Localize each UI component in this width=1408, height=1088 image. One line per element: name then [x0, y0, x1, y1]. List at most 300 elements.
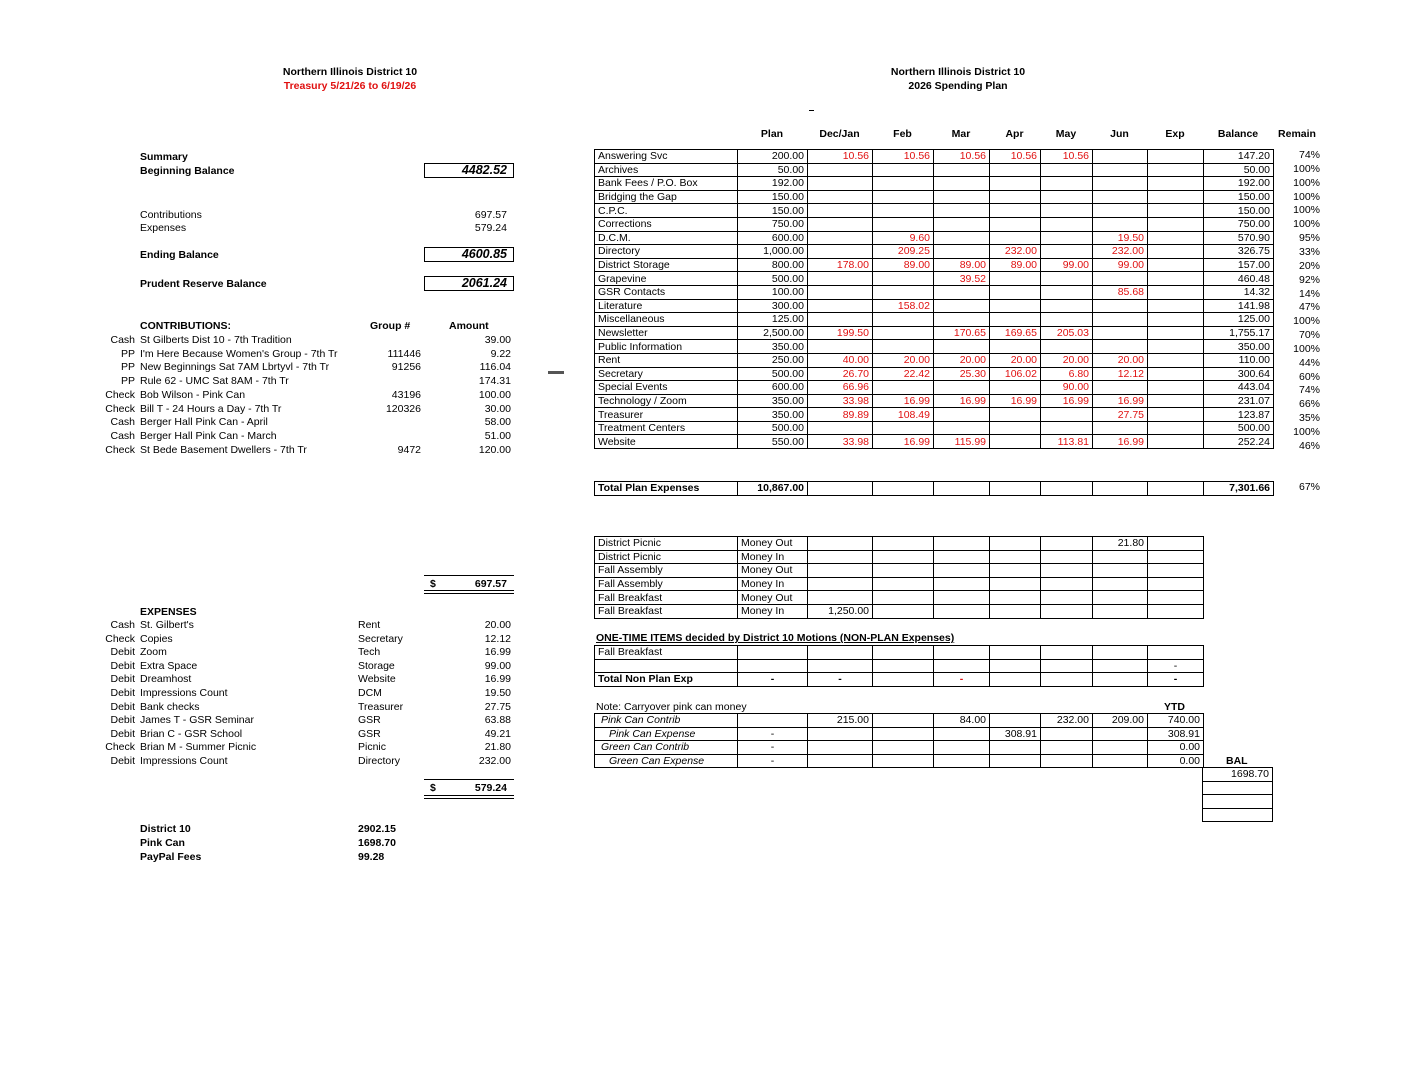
can-month-value [1041, 727, 1093, 741]
month-value [808, 163, 873, 177]
contrib-group: 91256 [391, 361, 421, 374]
expense-amount: 63.88 [484, 714, 511, 727]
month-value [1148, 190, 1204, 204]
column-header: Jun [1110, 128, 1129, 140]
remain-value: 47% [1298, 301, 1320, 314]
balance-value: 150.00 [1204, 204, 1274, 218]
month-value [934, 204, 990, 218]
balance-value: 157.00 [1204, 258, 1274, 272]
month-value: 16.99 [1041, 394, 1093, 408]
month-value: 9.60 [873, 231, 934, 245]
remain-value: 100% [1293, 190, 1320, 203]
plan-item-name: Bridging the Gap [595, 190, 738, 204]
event-month-value [1041, 577, 1093, 591]
balance-value: 570.90 [1204, 231, 1274, 245]
plan-item-name: Directory [595, 245, 738, 259]
right-subtitle: 2026 Spending Plan [908, 80, 1008, 92]
month-value [1148, 326, 1204, 340]
can-month-value [990, 754, 1041, 768]
month-value: 232.00 [990, 245, 1041, 259]
month-value [1093, 340, 1148, 354]
expense-type: Cash [110, 619, 135, 631]
onetime-month-value [934, 646, 990, 660]
plan-item-name: GSR Contacts [595, 285, 738, 299]
plan-row [595, 353, 1274, 367]
event-month-value [934, 604, 990, 618]
plan-amount: 350.00 [738, 408, 808, 422]
prudent-reserve-value: 2061.24 [424, 276, 514, 291]
event-month-value [1148, 564, 1204, 578]
month-value [1148, 285, 1204, 299]
plan-item-name: Corrections [595, 217, 738, 231]
onetime-month-value [990, 646, 1041, 660]
month-value [1148, 177, 1204, 191]
group-header: Group # [370, 320, 411, 332]
expense-type: Debit [110, 700, 135, 713]
month-value: 85.68 [1093, 285, 1148, 299]
can-month-value [1093, 754, 1148, 768]
event-month-value [990, 550, 1041, 564]
plan-amount: 300.00 [738, 299, 808, 313]
month-value [934, 381, 990, 395]
plan-amount: 50.00 [738, 163, 808, 177]
can-month-value [934, 754, 990, 768]
balance-value: 147.20 [1204, 150, 1274, 164]
amount-header: Amount [449, 320, 489, 332]
contrib-desc: Rule 62 - UMC Sat 8AM - 7th Tr [140, 375, 289, 388]
event-month-value [1148, 550, 1204, 564]
remain-value: 100% [1293, 162, 1320, 175]
plan-amount: 800.00 [738, 258, 808, 272]
contrib-type: PP [120, 375, 135, 388]
plan-row [595, 217, 1274, 231]
event-month-value [1093, 604, 1148, 618]
contrib-amount: 120.00 [478, 443, 511, 456]
month-value [934, 245, 990, 259]
column-header: Apr [1005, 128, 1024, 140]
onetime-name [595, 659, 738, 673]
event-name: Fall Assembly [595, 564, 738, 578]
plan-item-name: Secretary [595, 367, 738, 381]
remain-value: 100% [1293, 204, 1320, 217]
contributions-label: Contributions [140, 209, 202, 221]
month-value [990, 231, 1041, 245]
plan-row [595, 177, 1274, 191]
month-value: 10.56 [873, 150, 934, 164]
expense-amount: 12.12 [484, 632, 511, 645]
event-month-value [1041, 591, 1093, 605]
bottom-value: 2902.15 [358, 823, 396, 835]
month-value: 89.89 [808, 408, 873, 422]
month-value [1093, 421, 1148, 435]
contrib-group: 9472 [397, 443, 421, 456]
plan-item-name: Newsletter [595, 326, 738, 340]
plan-item-name: Public Information [595, 340, 738, 354]
plan-item-name: Treasurer [595, 408, 738, 422]
nonplan-total-label: Total Non Plan Exp [595, 673, 738, 687]
month-value [934, 285, 990, 299]
event-month-value [1093, 577, 1148, 591]
remain-value: 100% [1293, 426, 1320, 438]
event-month-value [990, 564, 1041, 578]
can-month-value [873, 741, 934, 755]
month-value [934, 217, 990, 231]
plan-row [595, 326, 1274, 340]
plan-item-name: D.C.M. [595, 231, 738, 245]
expense-amount: 232.00 [478, 755, 511, 767]
event-month-value [990, 604, 1041, 618]
total-empty-cell [934, 482, 990, 496]
can-month-value [934, 741, 990, 755]
month-value [1041, 245, 1093, 259]
total-balance: 7,301.66 [1204, 482, 1274, 496]
month-value [1041, 177, 1093, 191]
month-value [934, 299, 990, 313]
event-month-value [1093, 564, 1148, 578]
can-name: Green Can Expense [595, 754, 738, 768]
event-month-value [808, 591, 873, 605]
month-value [873, 177, 934, 191]
can-month-value: 232.00 [1041, 714, 1093, 728]
plan-amount: 100.00 [738, 285, 808, 299]
month-value [1041, 421, 1093, 435]
month-value [808, 272, 873, 286]
event-month-value [934, 591, 990, 605]
month-value [1148, 204, 1204, 218]
onetime-plan [738, 646, 808, 660]
can-plan [738, 714, 808, 728]
month-value: 33.98 [808, 394, 873, 408]
month-value [873, 381, 934, 395]
remain-value: 92% [1298, 273, 1320, 286]
month-value [873, 326, 934, 340]
can-month-value: 308.91 [990, 727, 1041, 741]
can-month-value: 308.91 [1148, 727, 1204, 741]
can-month-value [1093, 741, 1148, 755]
carryover-note: Note: Carryover pink can money [596, 701, 747, 713]
contrib-desc: I'm Here Because Women's Group - 7th Tr [140, 347, 338, 360]
balance-value: 443.04 [1204, 381, 1274, 395]
expense-category: GSR [358, 727, 381, 740]
remain-value: 60% [1298, 370, 1320, 383]
expense-amount: 99.00 [484, 659, 511, 672]
expense-desc: Brian C - GSR School [140, 727, 243, 740]
event-name: Fall Breakfast [595, 591, 738, 605]
plan-item-name: Bank Fees / P.O. Box [595, 177, 738, 191]
plan-amount: 750.00 [738, 217, 808, 231]
expense-amount: 27.75 [484, 700, 511, 713]
expenses-label: Expenses [140, 222, 187, 234]
event-month-value: 1,250.00 [808, 604, 873, 618]
bottom-label: District 10 [140, 823, 191, 835]
expense-desc: Impressions Count [140, 687, 228, 699]
expense-amount: 16.99 [484, 673, 511, 686]
month-value: 25.30 [934, 367, 990, 381]
month-value [873, 163, 934, 177]
plan-amount: 150.00 [738, 204, 808, 218]
month-value [1148, 150, 1204, 164]
contrib-type: PP [120, 361, 135, 374]
contrib-total-sign: $ [430, 578, 436, 590]
month-value: 22.42 [873, 367, 934, 381]
month-value [1093, 381, 1148, 395]
expense-type: Debit [110, 687, 135, 699]
month-value [1041, 190, 1093, 204]
remain-value: 44% [1298, 356, 1320, 369]
separator-dash [548, 371, 564, 374]
event-month-value [1148, 577, 1204, 591]
month-value [1148, 231, 1204, 245]
remain-value: 66% [1298, 398, 1320, 411]
month-value [990, 204, 1041, 218]
total-plan: 10,867.00 [738, 482, 808, 496]
onetime-month-value [934, 659, 990, 673]
total-empty-cell [1041, 482, 1093, 496]
month-value [1148, 340, 1204, 354]
expense-desc: Impressions Count [140, 755, 228, 767]
plan-item-name: Archives [595, 163, 738, 177]
plan-row [595, 340, 1274, 354]
can-month-value: 209.00 [1093, 714, 1148, 728]
contrib-total: 697.57 [474, 578, 507, 590]
expense-desc: Brian M - Summer Picnic [140, 741, 257, 754]
month-value [990, 381, 1041, 395]
contrib-desc: Berger Hall Pink Can - March [140, 429, 277, 442]
onetime-month-value [1148, 646, 1204, 660]
plan-row [595, 313, 1274, 327]
plan-item-name: Treatment Centers [595, 421, 738, 435]
can-month-value [873, 754, 934, 768]
month-value: 99.00 [1093, 258, 1148, 272]
plan-row [595, 163, 1274, 177]
plan-row [595, 367, 1274, 381]
total-empty-cell [873, 482, 934, 496]
event-month-value [1041, 550, 1093, 564]
can-name: Pink Can Contrib [595, 714, 738, 728]
event-month-value [873, 577, 934, 591]
month-value [808, 285, 873, 299]
expense-amount: 21.80 [484, 741, 511, 754]
month-value [990, 163, 1041, 177]
month-value [808, 217, 873, 231]
month-value [934, 177, 990, 191]
month-value [990, 285, 1041, 299]
remain-value: 100% [1293, 176, 1320, 189]
month-value: 6.80 [1041, 367, 1093, 381]
remain-value: 100% [1293, 342, 1320, 355]
month-value [808, 313, 873, 327]
nonplan-total-month [1041, 673, 1093, 687]
balance-value: 14.32 [1204, 285, 1274, 299]
balance-value: 123.87 [1204, 408, 1274, 422]
month-value: 89.00 [873, 258, 934, 272]
month-value [1041, 231, 1093, 245]
month-value [1148, 272, 1204, 286]
can-month-value: 215.00 [808, 714, 873, 728]
event-direction: Money In [738, 577, 808, 591]
event-month-value [990, 577, 1041, 591]
nonplan-total-plan: - [738, 673, 808, 687]
month-value [990, 340, 1041, 354]
expense-category: DCM [358, 687, 382, 699]
month-value [1093, 299, 1148, 313]
contrib-amount: 39.00 [484, 334, 511, 346]
plan-amount: 500.00 [738, 367, 808, 381]
expense-total-line1 [424, 795, 514, 796]
contrib-total-line2 [424, 593, 514, 594]
month-value: 16.99 [873, 394, 934, 408]
month-value: 113.81 [1041, 435, 1093, 449]
plan-item-name: Grapevine [595, 272, 738, 286]
month-value [934, 408, 990, 422]
spending-plan-table [594, 149, 1274, 449]
month-value [1041, 313, 1093, 327]
month-value [808, 231, 873, 245]
onetime-plan [738, 659, 808, 673]
event-month-value [934, 550, 990, 564]
onetime-row [595, 646, 1204, 660]
onetime-title: ONE-TIME ITEMS decided by District 10 Motions (NON-PLAN Expenses) [596, 632, 955, 644]
month-value [808, 421, 873, 435]
month-value: 178.00 [808, 258, 873, 272]
plan-item-name: Miscellaneous [595, 313, 738, 327]
can-month-value [990, 741, 1041, 755]
contributions-header: CONTRIBUTIONS: [140, 320, 231, 332]
ending-balance-value: 4600.85 [424, 247, 514, 262]
event-direction: Money Out [738, 537, 808, 551]
remain-value: 46% [1298, 439, 1320, 452]
total-label: Total Plan Expenses [595, 482, 738, 496]
bottom-value: 1698.70 [358, 837, 396, 849]
ending-balance-label: Ending Balance [140, 249, 219, 261]
month-value [1093, 326, 1148, 340]
onetime-month-value: - [1148, 659, 1204, 673]
events-table [594, 536, 1204, 619]
month-value [990, 190, 1041, 204]
onetime-month-value [1041, 659, 1093, 673]
month-value [873, 340, 934, 354]
expense-category: Website [358, 673, 396, 686]
month-value [1148, 163, 1204, 177]
expense-desc: St. Gilbert's [140, 619, 194, 631]
expense-amount: 16.99 [484, 646, 511, 659]
month-value: 108.49 [873, 408, 934, 422]
contrib-total-top-line [424, 575, 514, 576]
expense-desc: Extra Space [140, 659, 198, 672]
contributions-value: 697.57 [474, 209, 507, 221]
nonplan-total-month [873, 673, 934, 687]
month-value: 12.12 [1093, 367, 1148, 381]
plan-amount: 2,500.00 [738, 326, 808, 340]
month-value [1041, 285, 1093, 299]
total-empty-cell [1148, 482, 1204, 496]
expense-amount: 49.21 [484, 727, 511, 740]
can-row [595, 741, 1204, 755]
month-value [990, 217, 1041, 231]
remain-value: 74% [1298, 384, 1320, 397]
month-value: 205.03 [1041, 326, 1093, 340]
contrib-group: 111446 [387, 347, 421, 360]
balance-value: 150.00 [1204, 190, 1274, 204]
month-value [1041, 204, 1093, 218]
remain-value: 20% [1298, 259, 1320, 272]
onetime-month-value [1041, 646, 1093, 660]
event-direction: Money In [738, 604, 808, 618]
month-value: 169.65 [990, 326, 1041, 340]
column-header: Balance [1217, 128, 1259, 140]
event-month-value [808, 564, 873, 578]
expense-total: 579.24 [474, 782, 507, 794]
bal-label: BAL [1226, 755, 1248, 767]
expenses-value: 579.24 [474, 222, 507, 234]
month-value: 26.70 [808, 367, 873, 381]
expense-category: Tech [358, 646, 381, 659]
onetime-month-value [873, 659, 934, 673]
expense-total-line2 [424, 798, 514, 799]
plan-amount: 350.00 [738, 394, 808, 408]
balance-value: 300.64 [1204, 367, 1274, 381]
can-month-value [1093, 727, 1148, 741]
expense-total-sign: $ [430, 782, 436, 794]
can-month-value [1041, 741, 1093, 755]
expense-amount: 19.50 [484, 687, 511, 699]
expense-type: Check [105, 741, 135, 754]
event-month-value [1093, 591, 1148, 605]
month-value: 106.02 [990, 367, 1041, 381]
event-row [595, 564, 1204, 578]
balance-value: 500.00 [1204, 421, 1274, 435]
can-month-value: 740.00 [1148, 714, 1204, 728]
month-value: 10.56 [990, 150, 1041, 164]
expense-desc: Dreamhost [140, 673, 192, 686]
contrib-amount: 174.31 [478, 375, 511, 388]
plan-row [595, 231, 1274, 245]
event-name: Fall Breakfast [595, 604, 738, 618]
event-month-value [934, 564, 990, 578]
month-value [1148, 435, 1204, 449]
plan-item-name: Answering Svc [595, 150, 738, 164]
month-value: 19.50 [1093, 231, 1148, 245]
event-month-value [808, 577, 873, 591]
remain-value: 100% [1293, 218, 1320, 231]
month-value [934, 190, 990, 204]
total-empty-cell [808, 482, 873, 496]
event-month-value [873, 604, 934, 618]
event-row [595, 604, 1204, 618]
bottom-value: 99.28 [358, 851, 385, 863]
plan-amount: 500.00 [738, 421, 808, 435]
event-row [595, 577, 1204, 591]
plan-row [595, 285, 1274, 299]
contrib-group: 120326 [385, 402, 421, 415]
plan-row [595, 435, 1274, 449]
plan-item-name: Website [595, 435, 738, 449]
contrib-amount: 100.00 [478, 388, 511, 401]
month-value [1041, 163, 1093, 177]
expense-type: Debit [110, 659, 135, 672]
event-month-value [990, 537, 1041, 551]
month-value [808, 190, 873, 204]
event-month-value: 21.80 [1093, 537, 1148, 551]
month-value [990, 272, 1041, 286]
event-name: District Picnic [595, 537, 738, 551]
can-plan: - [738, 727, 808, 741]
month-value [1148, 421, 1204, 435]
event-name: Fall Assembly [595, 577, 738, 591]
remain-value: 70% [1298, 329, 1320, 342]
can-name: Pink Can Expense [595, 727, 738, 741]
month-value [990, 408, 1041, 422]
